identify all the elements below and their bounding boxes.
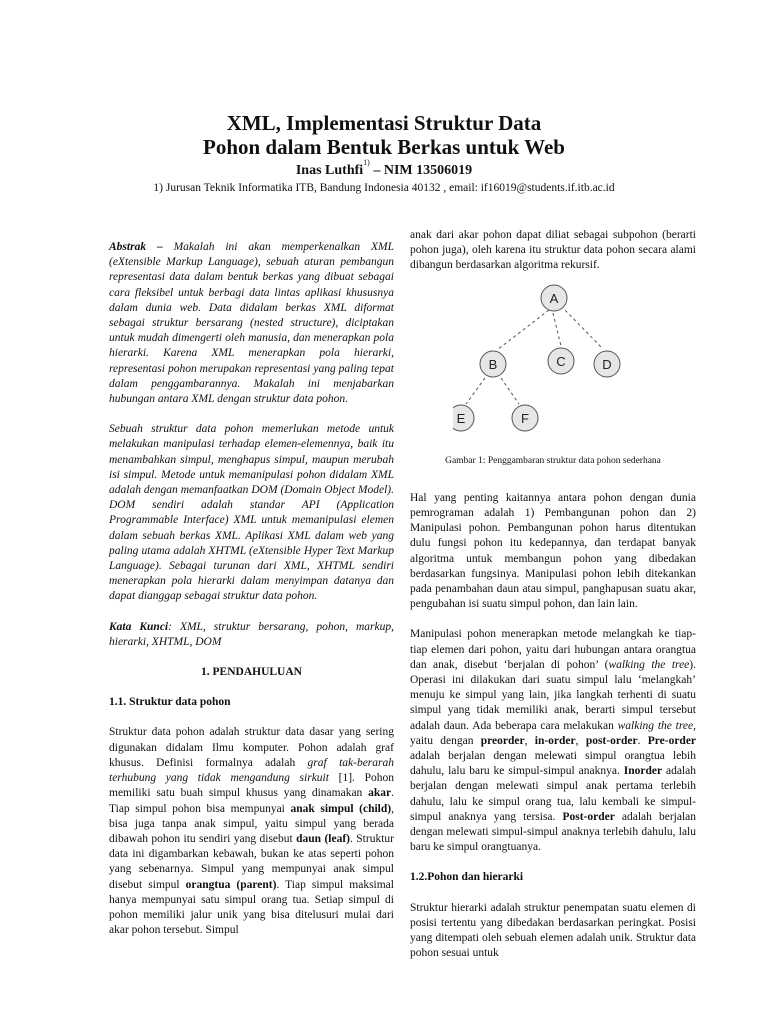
right-column [410,228,696,962]
paragraph-struktur-data-pohon: Struktur data pohon adalah struktur data dasar yang sering digunakan didalam Ilmu komputer. Pohon adalah graf khusus. Definisi formalnya adalah graf tak-berarah terhubung yang tidak mengandung sirkuit [1]. Pohon memiliki satu buah simpul khusus yang dinamakan akar. Tiap simpul pohon bisa mempunyai anak simpul (child), bisa juga tanpa anak simpul, yaitu simpul yang berada dibawah pohon itu sendiri yang disebut daun (leaf). Struktur data ini digambarkan kebawah, bukan ke atas seperti pohon yang sebenarnya. Simpul yang mempunyai anak simpul disebut simpul orangtua (parent). Tiap simpul maksimal hanya mempunyai satu simpul orang tua. Setiap simpul di pohon memiliki jalur unik yang bisa ditelusuri mulai dari akar pohon tersebut. Simpul [109,726,395,937]
tree-edge-b-e [466,378,485,404]
affiliation: 1) Jurusan Teknik Informatika ITB, Bandung Indonesia 40132 , email: if16019@students.if.itb.ac.id [153,182,615,194]
tree-node-f [512,405,538,431]
left-column [109,240,394,938]
paper-title-line2: Pohon dalam Bentuk Berkas untuk Web [203,135,565,159]
author-line [0,158,768,179]
subsection-heading-1-1: 1.1. Struktur data pohon [109,696,231,709]
abstract-text: Makalah ini akan memperkenalkan XML (eXtensible Markup Language), sebuah aturan pembangun representasi data dalam bentuk berkas yang dibuat sebagai cara fleksibel untuk berbagi data lintas aplikasi khususnya dalam dunia web. Data didalam berkas XML diformat sebagai struktur bersarang (nested structure), diciptakan untuk mudah dimengerti oleh manusia, dan menerapkan pola hierarki. Karena XML menerapkan pola hierarki, representasi pohon merupakan representasi yang paling tepat dalam penggambarannya. Makalah ini menjabarkan hubungan antara XML dengan struktur data pohon. [109,241,394,406]
abstract [109,240,394,407]
paragraph-subpohon: anak dari akar pohon dapat diliat sebagai subpohon (berarti pohon juga), oleh karena itu struktur data pohon secara alami dibangun berdasarkan algoritma rekursif. [410,229,696,272]
tree-edge-a-c [553,313,561,346]
tree-node-a [541,285,567,311]
svg-text:C: C [556,353,566,369]
subsection-heading-1-2: 1.2.Pohon dan hierarki [410,871,524,884]
svg-text:E: E [456,410,466,426]
figure-caption: Gambar 1: Penggambaran struktur data pohon sederhana [445,455,661,466]
keywords-text: : XML, struktur bersarang, pohon, markup, hierarki, XHTML, DOM [109,620,394,648]
paper-title-line1: XML, Implementasi Struktur Data [226,111,542,135]
tree-edge-a-d [561,306,603,349]
svg-text:D: D [602,356,612,372]
author-nim: – NIM 13506019 [373,163,473,178]
author-name: Inas Luthfi [295,163,364,178]
tree-node-d [594,351,620,377]
tree-edge-b-f [501,378,519,404]
svg-text:B: B [488,356,498,372]
tree-node-c [548,348,574,374]
tree-node-e [453,405,474,431]
author-affiliation-mark: 1) [363,158,370,167]
keywords [109,620,394,650]
svg-text:A: A [549,290,559,306]
keywords-label: Kata Kunci [109,620,169,633]
paragraph-pembangunan-pohon: Hal yang penting kaitannya antara pohon dengan dunia pemrograman adalah 1) Pembangunan pohon dan 2) Manipulasi pohon. Pembangunan pohon harus ditentukan dulu fungsi pohon itu kedepannya, dan terdapat banyak algoritma untuk membangun pohon yang dibedakan berdasarkan fungsinya. Manipulasi pohon lebih ditekankan pada penambahan daun atau simpul, panghapusan suatu akar, pengubahan isi suatu simpul pohon, dan lain lain. [410,491,696,611]
abstract-label: Abstrak – [109,241,163,253]
paragraph-pohon-dan-hierarki: Struktur hierarki adalah struktur penempatan suatu elemen di posisi tertentu yang dibedakan berdasarkan peringkat. Posisi yang ditempati oleh sebuah elemen adalah unik. Struktur data pohon sesuai untuk [410,901,696,960]
paragraph-manipulasi-pohon: Manipulasi pohon menerapkan metode melangkah ke tiap-tiap elemen dari pohon, yaitu dari hubungan antara orangtua dan anak, disebut ‘berjalan di pohon’ (walking the tree). Operasi ini dilakukan dari suatu simpul lalu ‘melangkah’ menuju ke simpul yang lain, jika langkah terhenti di suatu simpul yang tidak memiliki anak, berarti simpul tersebut adalah daun. Ada beberapa cara melakukan walking the tree, yaitu dengan preorder, in-order, post-order. Pre-order adalah berjalan dengan melewati simpul orangtua lebih dahulu, lalu baru ke simpul-simpul anaknya. Inorder adalah berjalan dengan melewati simpul anak pertama terlebih dahulu, lalu ke simpul orang tua, lalu kembali ke simpul-simpul anaknya yang tersisa. Post-order adalah berjalan dengan melewati simpul-simpul anaknya terlebih dahulu, lalu baru ke simpul orangtuanya. [410,628,697,854]
section-heading-pendahuluan: 1. PENDAHULUAN [201,666,302,679]
svg-text:F: F [521,410,529,426]
tree-edge-a-b [497,310,549,350]
tree-node-b [480,351,506,377]
tree-diagram [453,282,653,444]
abstract-paragraph-2: Sebuah struktur data pohon memerlukan metode untuk melakukan manipulasi terhadap elemen-elemennya, baik itu menambahkan simpul, menghapus simpul, maupun merubah isi simpul. Metode untuk memanipulasi pohon didalam XML adalah dengan memanfaatkan DOM (Domain Object Model). DOM sendiri adalah standar API (Application Programmable Interface) XML untuk memanipulasi elemen dalam sebuah berkas XML. Aplikasi XML dalam web yang paling utama adalah XHTML (eXtensible Hyper Text Markup Language). Sebagai turunan dari XML, XHTML sendiri menerapkan pola hierarki dalam menyimpan datanya dan dapat dianggap sebagai struktur data pohon. [109,423,394,603]
